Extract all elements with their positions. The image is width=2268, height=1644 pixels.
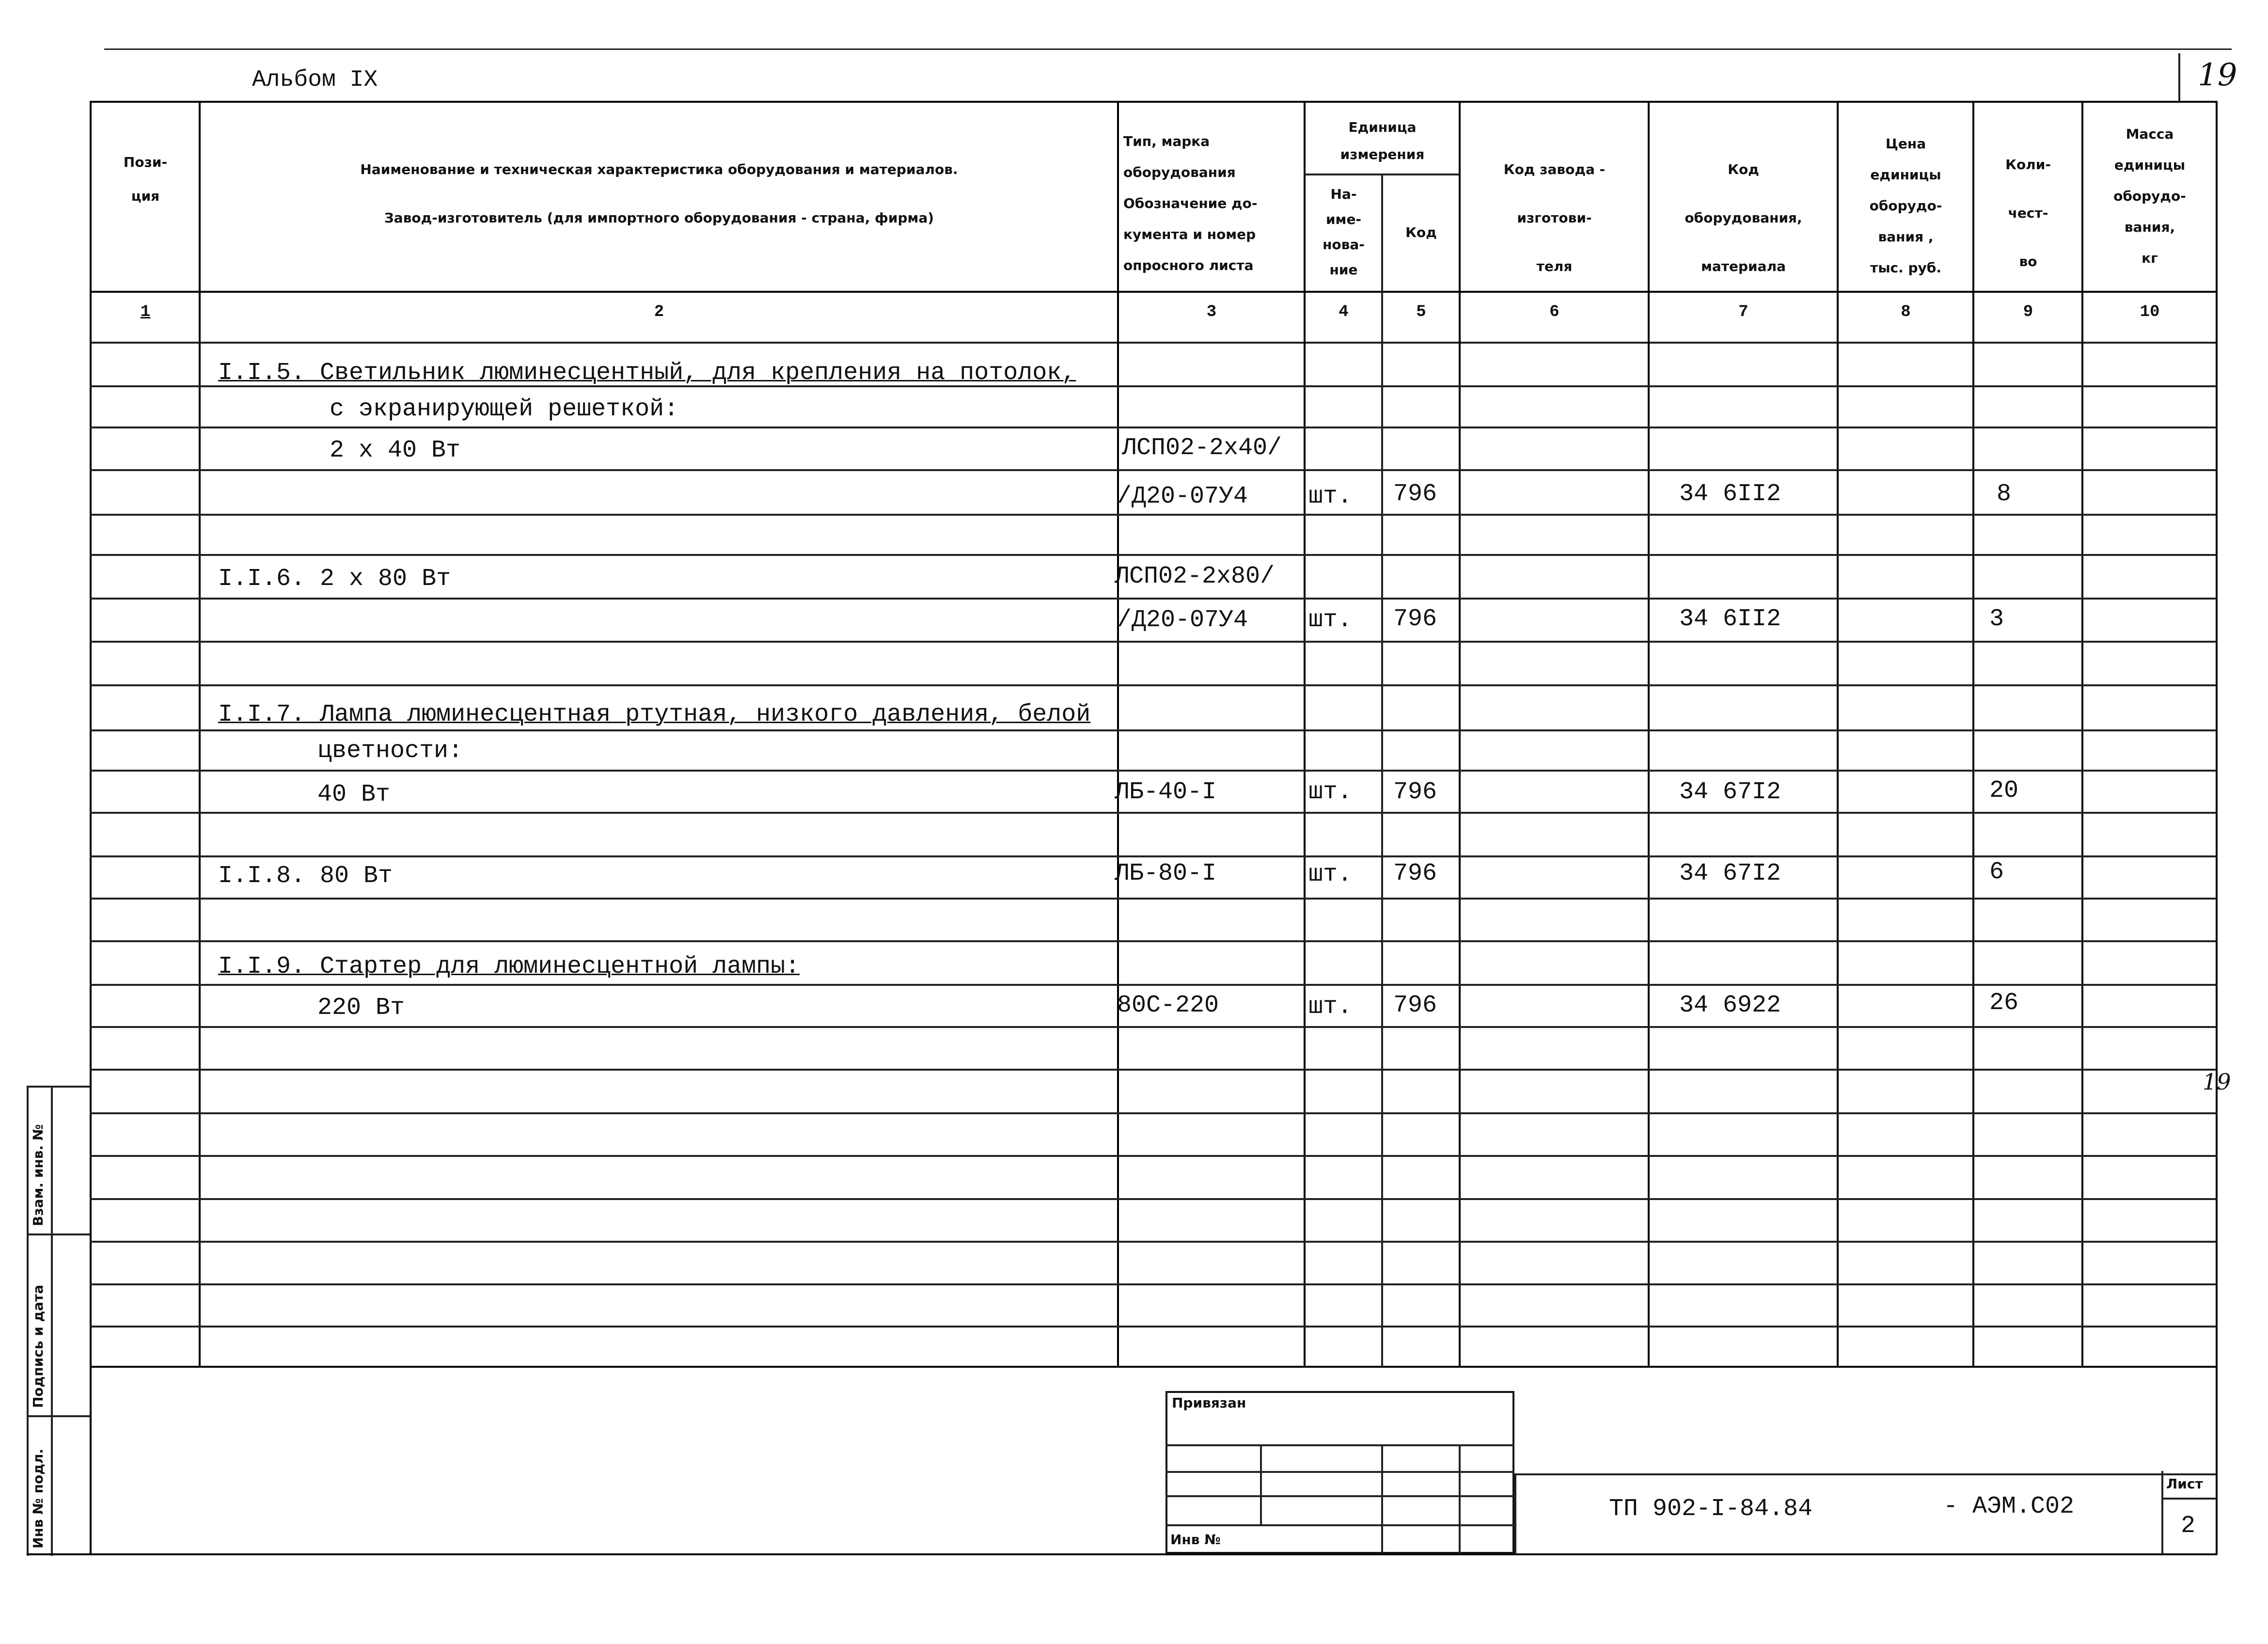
privyazan-line [1166,1444,1514,1446]
item-1-1-7-line2: цветности: [317,737,463,765]
item-1-1-8-type: ЛБ-80-I [1115,860,1217,887]
colnum-9: 9 [2023,303,2033,321]
item-1-1-7-unit-code: 796 [1393,778,1437,806]
col-divider-8 [1972,101,1974,1367]
row-line [90,469,2217,471]
document-code: ТП 902-I-84.84 [1609,1495,1813,1523]
header-name: Наименование и техническая характеристика оборудования и материалов. Завод-изготовитель (для импортного оборудования - страна, фирма) [360,161,958,226]
item-1-1-8-quantity: 6 [1989,858,2004,886]
colnum-3: 3 [1206,303,1217,321]
item-1-1-9-title: I.I.9. Стартер для люминесцентной лампы: [218,953,800,980]
inv-no-label: Инв № [1170,1532,1221,1548]
colnum-8: 8 [1901,303,1911,321]
item-1-1-7-title: I.I.7. Лампа люминесцентная ртутная, низкого давления, белой [218,701,1091,728]
item-1-1-8-material-code: 34 67I2 [1679,860,1781,887]
col-divider-6 [1648,101,1650,1367]
col-divider-9 [2081,101,2083,1367]
privyazan-col [1459,1444,1461,1553]
item-1-1-9-unit-code: 796 [1393,992,1437,1019]
item-1-1-5-title: I.I.5. Светильник люминесцентный, для крепления на потолок, [218,359,1076,387]
item-1-1-9-material-code: 34 6922 [1679,992,1781,1019]
header-unit-name: На- име- нова- ние [1323,186,1365,278]
privyazan-col [1260,1444,1262,1524]
header-quantity: Коли- чест- во [2005,157,2051,269]
side-label-vzam: Взам. инв. № [30,1124,46,1226]
header-bottom-border [90,291,2217,293]
colnum-bottom-border [90,342,2217,344]
item-1-1-5-quantity: 8 [1997,480,2012,508]
table-top-border [90,101,2217,103]
colnum-10: 10 [2140,303,2160,321]
left-stamp-line [27,1415,90,1417]
row-line [90,729,2217,731]
col-divider-3 [1304,101,1306,1367]
privyazan-line [1166,1471,1514,1473]
unit-subheader-line [1304,174,1459,175]
item-1-1-5-line2: с экранирующей решеткой: [330,395,679,423]
item-1-1-7-line3: 40 Вт [317,781,391,808]
privyazan-label: Привязан [1172,1395,1246,1411]
item-1-1-6-type-2: /Д20-07У4 [1117,606,1248,634]
row-line [90,898,2217,900]
item-1-1-5-material-code: 34 6II2 [1679,480,1781,508]
privyazan-col [1381,1444,1383,1553]
item-1-1-5-unit: шт. [1308,483,1353,510]
item-1-1-8-unit-code: 796 [1393,860,1437,887]
row-line [90,1241,2217,1243]
margin-number: 19 [2203,1069,2231,1095]
item-1-1-7-type: ЛБ-40-I [1115,778,1217,806]
left-stamp-line [27,1086,90,1088]
left-stamp-border [27,1086,29,1556]
col-divider-2 [1117,101,1119,1367]
row-line [90,1198,2217,1200]
row-line [90,514,2217,516]
header-price: Цена единицы оборудо- вания , тыс. руб. [1869,136,1942,276]
header-position: Пози- ция [123,154,168,204]
header-plant-code: Код завода - изготови- теля [1503,161,1606,274]
col-divider-right [2216,101,2218,1555]
row-line [90,1326,2217,1328]
page-number-divider [2178,53,2180,102]
item-1-1-6-type-1: ЛСП02-2x80/ [1115,563,1275,590]
row-line [90,427,2217,428]
page-bottom-border [27,1553,2217,1555]
item-1-1-9-type: 80С-220 [1117,992,1219,1019]
left-stamp-inner [51,1086,53,1556]
row-line [90,1069,2217,1071]
colnum-2: 2 [654,303,664,321]
privyazan-line [1166,1495,1514,1497]
item-1-1-9-line2: 220 Вт [317,994,405,1022]
left-stamp-line [27,1233,90,1235]
row-line [90,684,2217,686]
col-divider-5 [1459,101,1461,1367]
item-1-1-9-quantity: 26 [1989,989,2019,1017]
privyazan-line [1166,1524,1514,1526]
row-line [90,984,2217,986]
item-1-1-7-unit: шт. [1308,778,1353,806]
item-1-1-5-unit-code: 796 [1393,480,1437,508]
row-line [90,770,2217,772]
item-1-1-6-unit: шт. [1308,606,1353,634]
colnum-4: 4 [1339,303,1349,321]
item-1-1-5-line3: 2 x 40 Вт [330,437,461,464]
side-label-inv-podl: Инв № подл. [30,1448,46,1549]
item-1-1-8-unit: шт. [1308,861,1353,888]
header-unit-code: Код [1405,224,1437,240]
page-number-handwritten: 19 [2198,57,2237,93]
colnum-5: 5 [1416,303,1426,321]
col-divider-7 [1837,101,1839,1367]
item-1-1-6-unit-code: 796 [1393,605,1437,633]
col-divider-left [90,101,92,1555]
header-mass: Масса единицы оборудо- вания, кг [2113,126,2186,266]
item-1-1-7-material-code: 34 67I2 [1679,778,1781,806]
row-line [90,855,2217,857]
row-line [90,1283,2217,1285]
header-unit-group: Единица измерения [1340,119,1425,162]
table-bottom-border [90,1366,2217,1368]
row-line [90,1155,2217,1157]
header-material-code: Код оборудования, материала [1685,161,1802,274]
item-1-1-6-title: I.I.6. 2 x 80 Вт [218,565,451,593]
item-1-1-8-title: I.I.8. 80 Вт [218,862,393,890]
album-title: Альбом IX [252,67,378,93]
colnum-6: 6 [1549,303,1559,321]
document-suffix: - АЭМ.С02 [1943,1493,2075,1520]
row-line [90,598,2217,600]
item-1-1-6-quantity: 3 [1989,605,2004,633]
item-1-1-7-quantity: 20 [1989,777,2019,805]
item-1-1-9-unit: шт. [1308,993,1353,1021]
top-border [104,48,2232,50]
colnum-1: 1 [140,303,151,321]
sheet-number: 2 [2181,1512,2196,1540]
sheet-box-divider [2161,1498,2217,1500]
item-1-1-6-material-code: 34 6II2 [1679,605,1781,633]
row-line [90,812,2217,814]
row-line [90,554,2217,556]
side-label-podpis: Подпись и дата [30,1284,46,1408]
doc-block-top [1514,1473,2217,1475]
row-line [90,1112,2217,1114]
doc-block-left [1514,1473,1516,1555]
item-1-1-5-type-1: ЛСП02-2x40/ [1122,434,1282,462]
row-line [90,641,2217,643]
row-line [90,940,2217,942]
row-line [90,1026,2217,1028]
item-1-1-5-type-2: /Д20-07У4 [1117,483,1248,510]
colnum-7: 7 [1738,303,1748,321]
sheet-box-left [2161,1471,2163,1554]
header-type: Тип, марка оборудования Обозначение до- кумента и номер опросного листа [1123,133,1258,273]
col-divider-1 [199,101,201,1367]
sheet-label: Лист [2166,1476,2203,1492]
